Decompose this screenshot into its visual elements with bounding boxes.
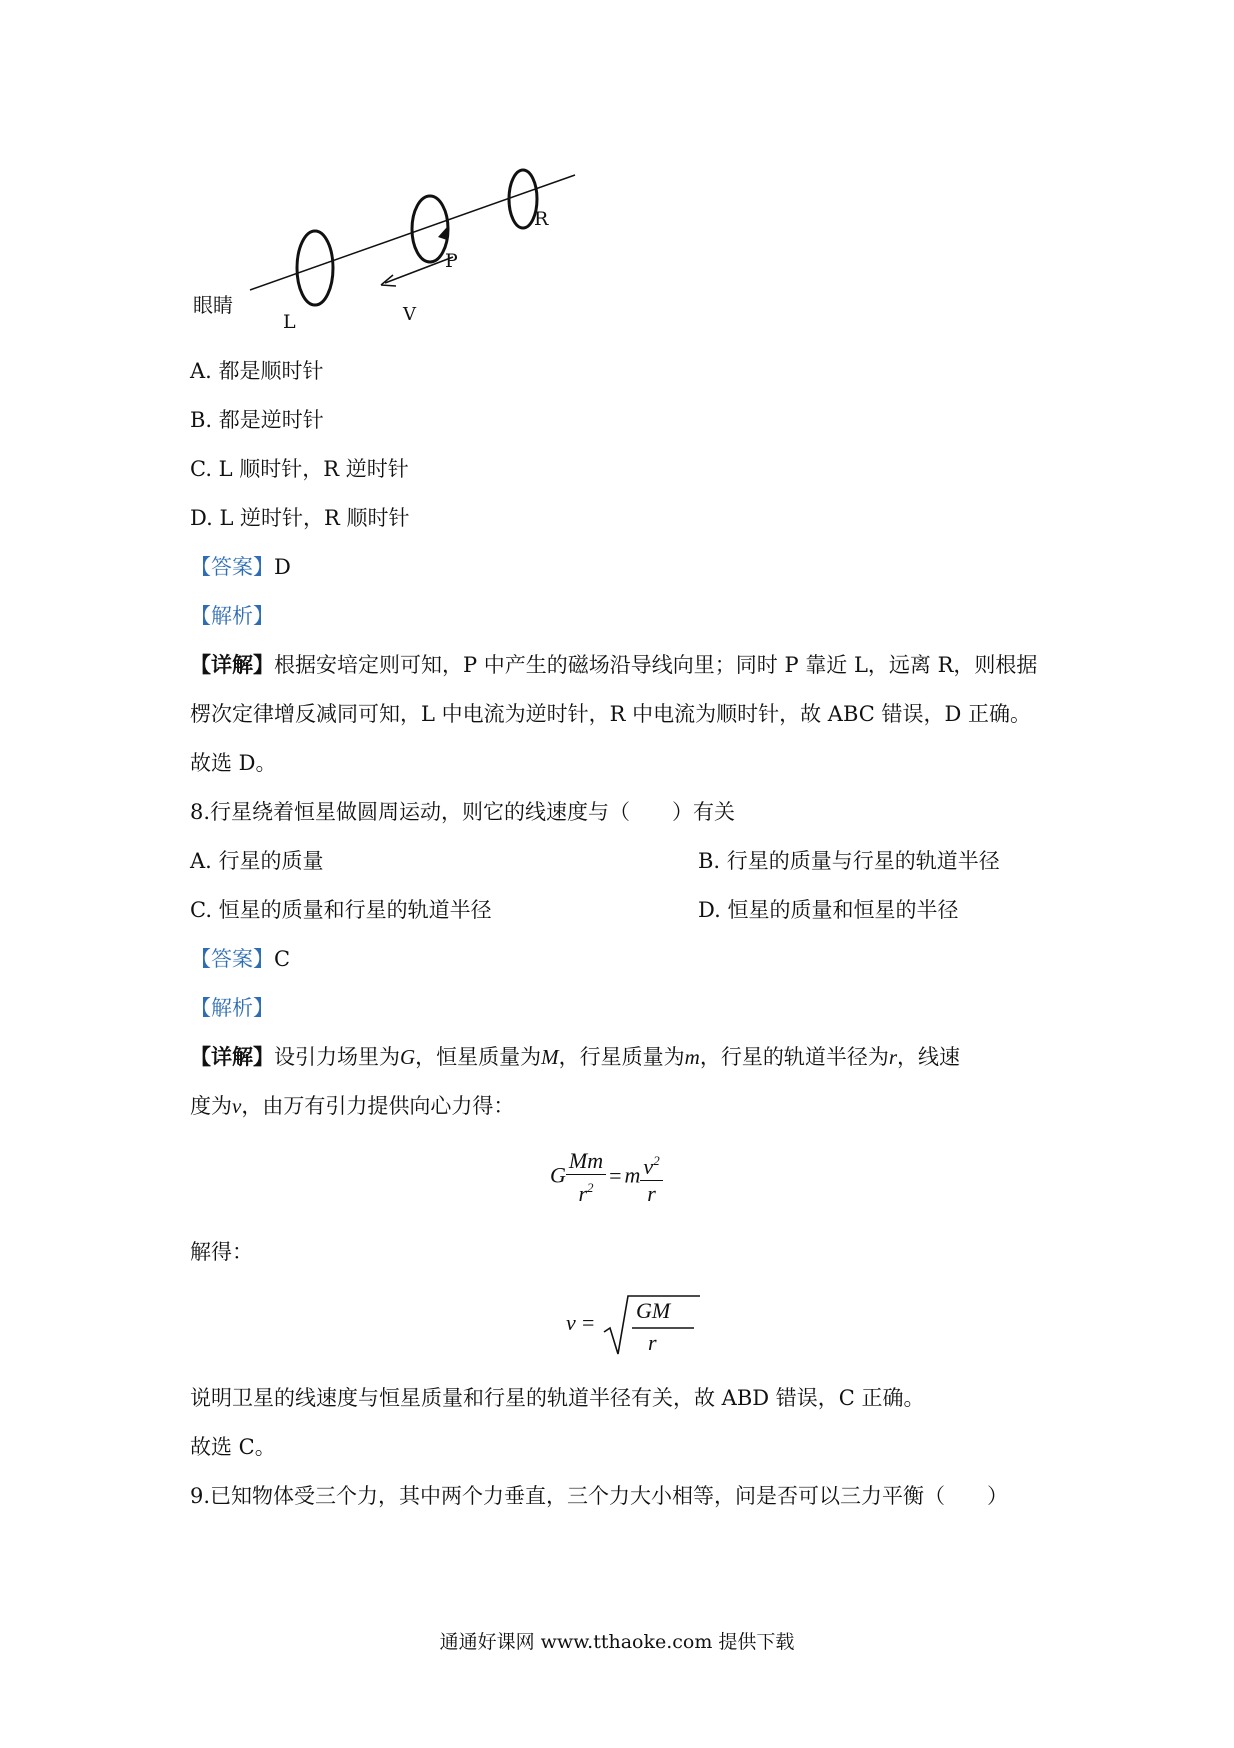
label-eye: 眼睛: [193, 293, 233, 317]
detail-tag: 【详解】: [190, 652, 274, 677]
q7-option-a: A. 都是顺时针: [190, 359, 324, 383]
q8-analysis: [190, 993, 274, 1023]
coil-R: [509, 170, 537, 228]
label-P: P: [445, 250, 458, 272]
coil-diagram-svg: [185, 155, 605, 335]
coil-diagram: [185, 155, 605, 335]
q8-option-c: C. 恒星的质量和行星的轨道半径: [190, 898, 492, 922]
velocity-arrow-line: [385, 257, 453, 283]
velocity-arrowhead-icon: [381, 275, 396, 286]
coil-P-arrow-icon: [438, 227, 447, 240]
q8-conclusion: 故选 C。: [190, 1435, 276, 1459]
q7-option-c: C. L 顺时针，R 逆时针: [190, 457, 409, 481]
q8-detail-line1: 【详解】设引力场里为G，恒星质量为M，行星质量为m，行星的轨道半径为r，线速: [190, 1044, 961, 1069]
q8-option-a: A. 行星的质量: [190, 849, 324, 873]
q8-question: 8.行星绕着恒星做圆周运动，则它的线速度与（ ）有关: [190, 800, 736, 824]
answer-value: D: [274, 555, 291, 579]
q7-option-b: B. 都是逆时针: [190, 408, 324, 432]
analysis-tag: 【解析】: [190, 604, 274, 628]
detail-text: 根据安培定则可知，P 中产生的磁场沿导线向里；同时 P 靠近 L，远离 R，则根据: [274, 653, 1038, 677]
q7-detail-line1: [190, 650, 1037, 680]
q7-analysis: [190, 601, 274, 631]
coil-L: [297, 231, 333, 305]
q9-question: 9.已知物体受三个力，其中两个力垂直，三个力大小相等，问是否可以三力平衡（ ）: [190, 1484, 1009, 1508]
q8-option-d: D. 恒星的质量和恒星的半径: [698, 898, 959, 922]
label-R: R: [534, 208, 549, 230]
coil-P: [412, 196, 448, 262]
q8-answer: [190, 944, 290, 974]
q8-detail-line2: 度为v，由万有引力提供向心力得：: [190, 1094, 515, 1118]
answer-tag: 【答案】: [190, 947, 274, 971]
q8-solve: 解得：: [190, 1240, 253, 1264]
label-L: L: [283, 311, 296, 333]
q8-explain: 说明卫星的线速度与恒星质量和行星的轨道半径有关，故 ABD 错误，C 正确。: [190, 1386, 925, 1410]
page-footer: 通通好课网 www.tthaoke.com 提供下载: [439, 1631, 795, 1653]
answer-tag: 【答案】: [190, 555, 274, 579]
answer-value: C: [274, 947, 291, 971]
document-page: 眼睛 L P R V A. 都是顺时针 B. 都是逆时针 C. L 顺时针，R 逆时针 D. L 逆时针，R 顺时针 【答案】D 【解析】 【详解】根据安培定则可知，P 中产生的磁场沿导线向里；同时 P 靠近 L，远离 R，则根据 楞次定律增反减同可知，L 中电流为逆时针，R 中电流为顺时针，故 ABC 错误，D 正确。 故选 D。 8.行星绕着恒星做圆周运动，则它的线速度与（ ）有关 A. 行星的质量 B. 行星的质量与行星的轨道半径 C. 恒星的质量和行星的轨道半径 D. 恒星的质量和恒星的半径 【答案】C 【解析】 【详解】设引力场里为G，恒星质量为M，行星质量为m，行星的轨道半径为r，线速 度为v，由万有引力提供向心力得： G $\frac{Mm}{r^2}$ = m $\frac{v^2}{r}$ 解得： v = GM r 说明卫星的线速度与恒星质量和行星的轨道半径有关，故 ABD 错误，C 正确。 故选 C。 9.已知物体受三个力，其中两个力垂直，三个力大小相等，问是否可以三力平衡（ ） 通通好课网 www.tthaoke.com 提供下载: [0, 0, 1234, 1748]
q7-conclusion: 故选 D。: [190, 751, 277, 775]
q8-option-b: B. 行星的质量与行星的轨道半径: [698, 849, 1000, 873]
q7-detail-line2: 楞次定律增反减同可知，L 中电流为逆时针，R 中电流为顺时针，故 ABC 错误，D 正确。: [190, 702, 1032, 726]
q7-answer: [190, 552, 291, 582]
equation-gravity: G $\frac{Mm}{r^2}$ = m $\frac{v^2}{r}$: [550, 1148, 663, 1207]
label-v: V: [403, 304, 416, 325]
fraction-v2-r: $\frac{v^2}{r}$: [640, 1148, 662, 1207]
q7-option-d: D. L 逆时针，R 顺时针: [190, 506, 410, 530]
detail-tag: 【详解】: [190, 1044, 274, 1069]
fraction-mm-r2: $\frac{Mm}{r^2}$: [566, 1148, 606, 1207]
analysis-tag: 【解析】: [190, 996, 274, 1020]
